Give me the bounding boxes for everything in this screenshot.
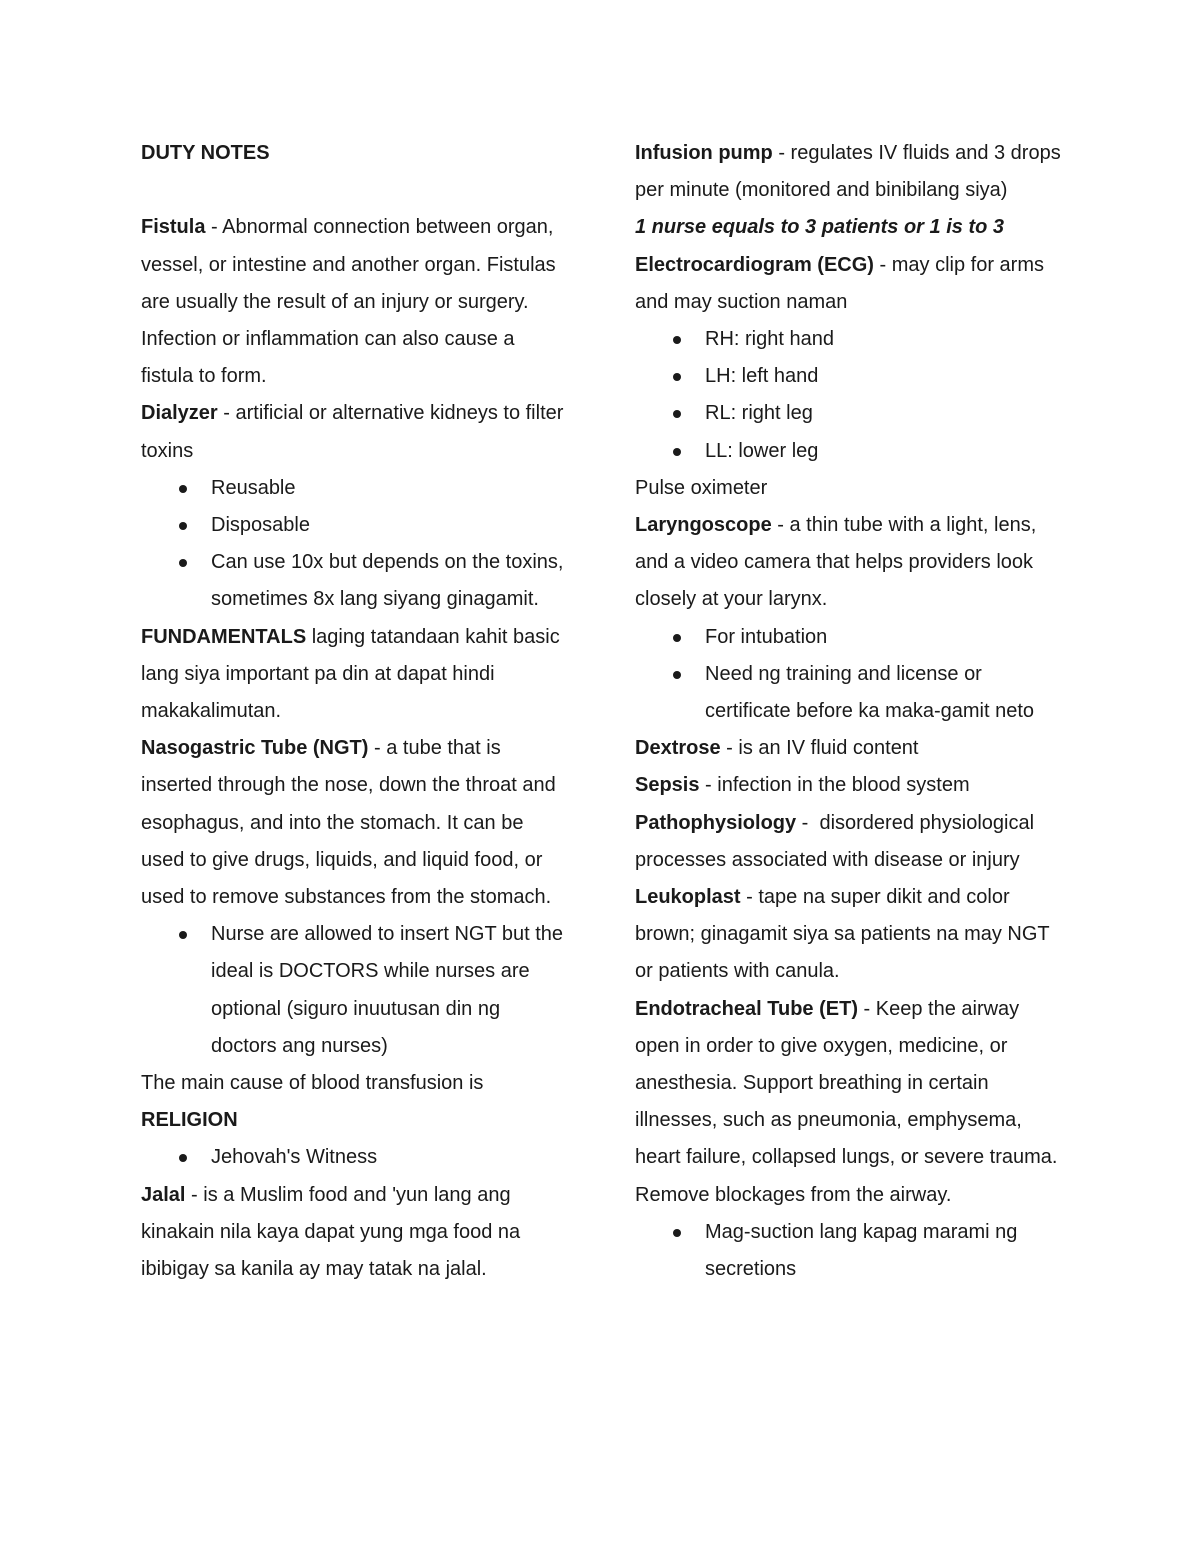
term-fistula: Fistula <box>141 216 206 239</box>
definition-ecg: - may clip for arms and may suction naman <box>635 253 1044 313</box>
definition-fundamentals: laging tatandaan kahit basic lang siya important pa din at dapat hindi makakalimutan. <box>141 625 560 723</box>
term-ngt: Nasogastric Tube (NGT) <box>141 737 369 760</box>
left-column <box>141 135 571 1288</box>
list-item: Disposable <box>141 507 571 544</box>
list-item: Mag-suction lang kapag marami ng secretions <box>635 1214 1065 1288</box>
entry-ecg <box>635 247 1065 321</box>
entry-laryngoscope <box>635 507 1065 619</box>
et-bullet-list <box>635 1214 1065 1288</box>
term-laryngoscope: Laryngoscope <box>635 514 772 537</box>
definition-endotracheal-tube: - Keep the airway open in order to give oxygen, medicine, or anesthesia. Support breathing in certain illnesses, such as pneumonia, emphysema, heart failure, collapsed lungs, or severe trauma. Remove blockages from the airway. <box>635 997 1058 1206</box>
entry-sepsis <box>635 767 1065 804</box>
definition-laryngoscope: - a thin tube with a light, lens, and a video camera that helps providers look closely at your larynx. <box>635 514 1037 611</box>
term-jalal: Jalal <box>141 1183 186 1206</box>
definition-dialyzer: - artificial or alternative kidneys to filter toxins <box>141 402 564 462</box>
pulse-oximeter: Pulse oximeter <box>635 476 768 499</box>
term-fundamentals: FUNDAMENTALS <box>141 625 307 648</box>
entry-infusion-pump <box>635 135 1065 209</box>
entry-leukoplast <box>635 879 1065 991</box>
list-item: Can use 10x but depends on the toxins, sometimes 8x lang siyang ginagamit. <box>141 544 571 618</box>
list-item: LH: left hand <box>635 358 1065 395</box>
blank-line <box>141 172 571 209</box>
dialyzer-bullet-list <box>141 470 571 619</box>
list-item: For intubation <box>635 619 1065 656</box>
entry-fundamentals <box>141 619 571 731</box>
term-dialyzer: Dialyzer <box>141 402 218 425</box>
definition-dextrose: - is an IV fluid content <box>720 737 919 760</box>
definition-pathophysiology: - disordered physiological processes associated with disease or injury <box>635 811 1040 871</box>
list-item: LL: lower leg <box>635 433 1065 470</box>
document-title: DUTY NOTES <box>141 142 270 164</box>
list-item: Nurse are allowed to insert NGT but the ideal is DOCTORS while nurses are optional (siguro inuutusan din ng doctors ang nurses) <box>141 916 571 1065</box>
term-infusion-pump: Infusion pump <box>635 142 773 164</box>
term-sepsis: Sepsis <box>635 774 700 797</box>
list-item: Jehovah's Witness <box>141 1139 571 1176</box>
definition-sepsis: - infection in the blood system <box>699 774 970 797</box>
list-item: RH: right hand <box>635 321 1065 358</box>
laryngoscope-bullet-list <box>635 619 1065 731</box>
entry-jalal <box>141 1177 571 1289</box>
list-item: Reusable <box>141 470 571 507</box>
entry-fistula <box>141 209 571 395</box>
term-ecg: Electrocardiogram (ECG) <box>635 253 874 276</box>
entry-ngt <box>141 730 571 916</box>
definition-ngt: - a tube that is inserted through the nose, down the throat and esophagus, and into the stomach. It can be used to give drugs, liquids, and liquid food, or used to remove substances from the stomach. <box>141 737 556 909</box>
entry-dialyzer <box>141 395 571 469</box>
ecg-bullet-list <box>635 321 1065 470</box>
religion-bullet-list <box>141 1139 571 1176</box>
ngt-bullet-list <box>141 916 571 1065</box>
list-item: Need ng training and license or certificate before ka maka-gamit neto <box>635 656 1065 730</box>
entry-pathophysiology <box>635 805 1065 879</box>
term-endotracheal-tube: Endotracheal Tube (ET) <box>635 997 858 1020</box>
term-leukoplast: Leukoplast <box>635 886 741 909</box>
right-column <box>635 135 1065 1288</box>
list-item: RL: right leg <box>635 395 1065 432</box>
term-dextrose: Dextrose <box>635 737 721 760</box>
transfusion-text: The main cause of blood transfusion is <box>141 1072 484 1095</box>
definition-leukoplast: - tape na super dikit and color brown; ginagamit siya sa patients na may NGT or patients with canula. <box>635 886 1050 983</box>
nurse-patient-ratio: 1 nurse equals to 3 patients or 1 is to 3 <box>635 216 1004 239</box>
term-pathophysiology: Pathophysiology <box>635 811 797 834</box>
entry-endotracheal-tube <box>635 991 1065 1214</box>
term-religion: RELIGION <box>141 1109 238 1132</box>
definition-jalal: - is a Muslim food and 'yun lang ang kinakain nila kaya dapat yung mga food na ibibigay sa kanila ay may tatak na jalal. <box>141 1183 521 1281</box>
definition-infusion-pump: - regulates IV fluids and 3 drops per minute (monitored and binibilang siya) <box>635 142 1061 202</box>
entry-dextrose <box>635 730 1065 767</box>
definition-fistula: - Abnormal connection between organ, vessel, or intestine and another organ. Fistulas are usually the result of an injury or surgery. Infection or inflammation can also cause a fistula to form. <box>141 216 556 388</box>
